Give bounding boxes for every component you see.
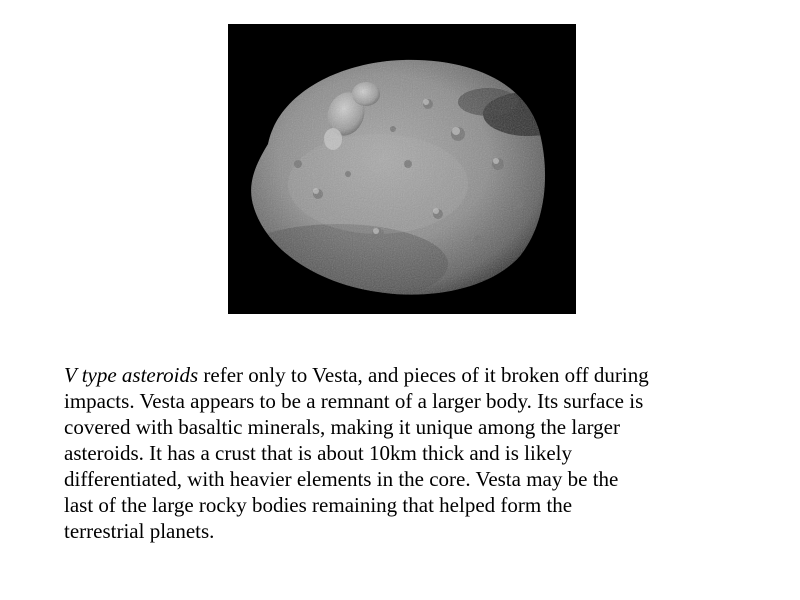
caption-line: terrestrial planets. xyxy=(64,519,215,543)
caption-line: asteroids. It has a crust that is about 10km thick and is likely xyxy=(64,441,572,465)
caption-term: V type asteroids xyxy=(64,363,199,387)
vesta-photo xyxy=(228,24,576,314)
caption-line: refer only to Vesta, and pieces of it broken off during xyxy=(198,363,649,387)
caption-paragraph xyxy=(64,362,764,544)
caption-line: covered with basaltic minerals, making it unique among the larger xyxy=(64,415,620,439)
caption-line: last of the large rocky bodies remaining that helped form the xyxy=(64,493,573,517)
caption-line: impacts. Vesta appears to be a remnant of a larger body. Its surface is xyxy=(64,389,644,413)
caption-line: differentiated, with heavier elements in the core. Vesta may be the xyxy=(64,467,619,491)
